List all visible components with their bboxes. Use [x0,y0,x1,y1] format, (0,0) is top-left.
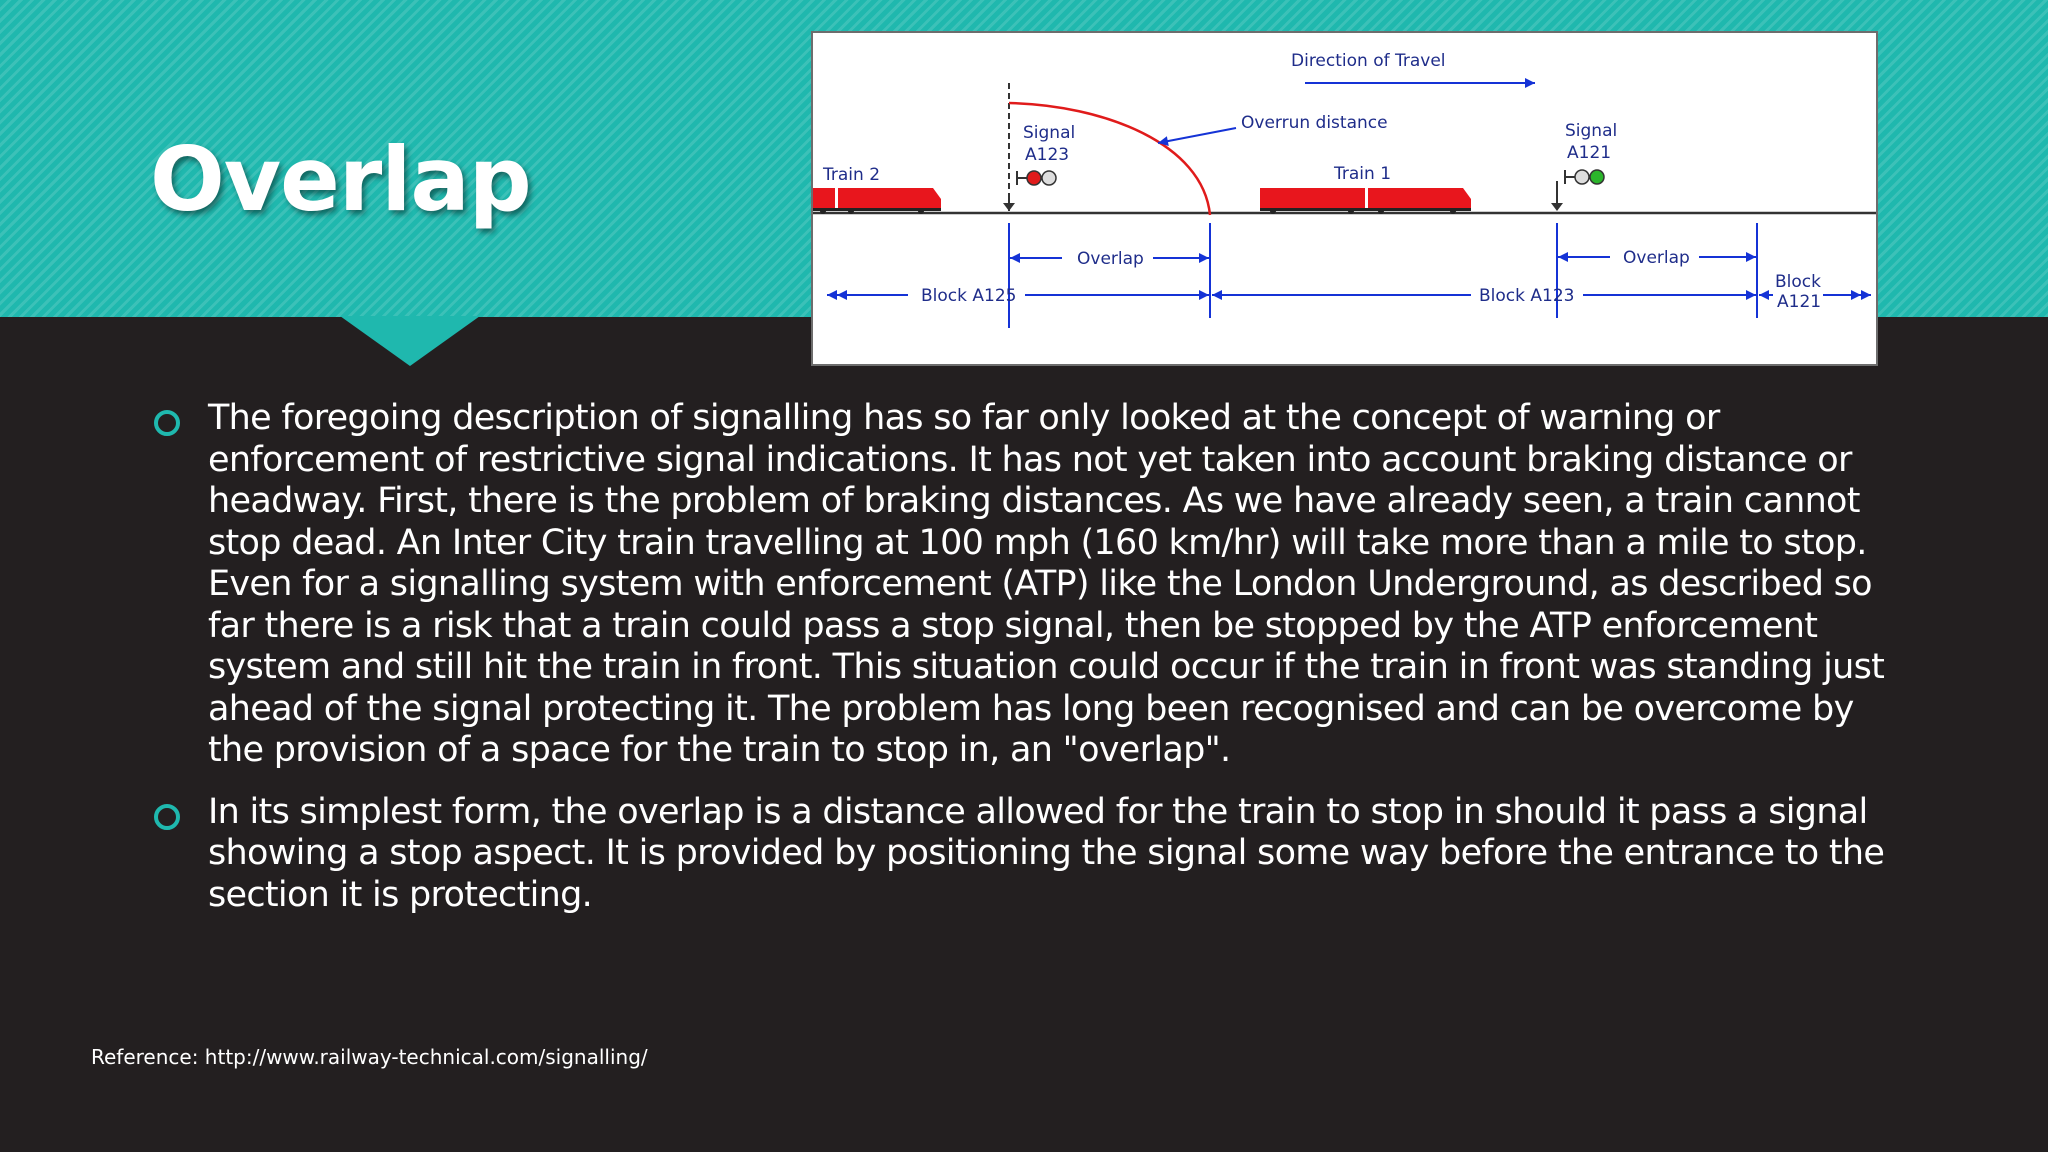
bullet-item [150,398,1890,772]
block-a121-label-line1: Block [1775,272,1821,292]
signal-a121-head [1565,170,1604,184]
signal-a123-head [1017,171,1056,185]
overrun-pointer-arrow [1158,128,1236,143]
signal-a121-label-line2: A121 [1567,143,1612,163]
block-a121-label-line2: A121 [1777,292,1822,312]
hollow-circle-bullet-icon [154,804,180,830]
reference-text: Reference: http://www.railway-technical.com/signalling/ [91,1045,648,1069]
overrun-distance-label: Overrun distance [1241,113,1388,133]
header-notch [340,316,480,366]
hollow-circle-bullet-icon [154,410,180,436]
bullet-text: In its simplest form, the overlap is a distance allowed for the train to stop in should it pass a signal showing a stop aspect. It is provided by positioning the signal some way before the entrance to the section it is protecting. [208,791,1885,915]
bullet-item [150,792,1890,917]
train-2 [813,188,941,214]
overlap-diagram-svg [813,33,1876,364]
bullet-text: The foregoing description of signalling has so far only looked at the concept of warning or enforcement of restrictive signal indications. It has not yet taken into account braking distance or headway. First, there is the problem of braking distances. As we have already seen, a train cannot stop dead. An Inter City train travelling at 100 mph (160 km/hr) will take more than a mile to stop. Even for a signalling system with enforcement (ATP) like the London Underground, as described so far there is a risk that a train could pass a stop signal, then be stopped by the ATP enforcement system and still hit the train in front. This situation could occur if the train in front was standing just ahead of the signal protecting it. The problem has long been recognised and can be overcome by the provision of a space for the train to stop in, an "overlap". [208,398,1885,770]
signal-a121-pointer [1551,203,1563,211]
train-2-label: Train 2 [823,165,881,185]
train-1 [1260,188,1471,214]
block-a123-label: Block A123 [1479,286,1575,306]
direction-of-travel-label: Direction of Travel [1291,51,1446,71]
bullet-list [150,398,1890,936]
slide-title: Overlap [150,128,531,231]
signal-a121-label-line1: Signal [1565,121,1618,141]
block-a125-label: Block A125 [921,286,1017,306]
overlap-diagram [811,31,1878,366]
signal-a123-label-line1: Signal [1023,123,1076,143]
signal-a123-label-line2: A123 [1025,145,1070,165]
overlap-1-label: Overlap [1077,249,1144,269]
train-1-label: Train 1 [1334,164,1392,184]
overlap-2-label: Overlap [1623,248,1690,268]
